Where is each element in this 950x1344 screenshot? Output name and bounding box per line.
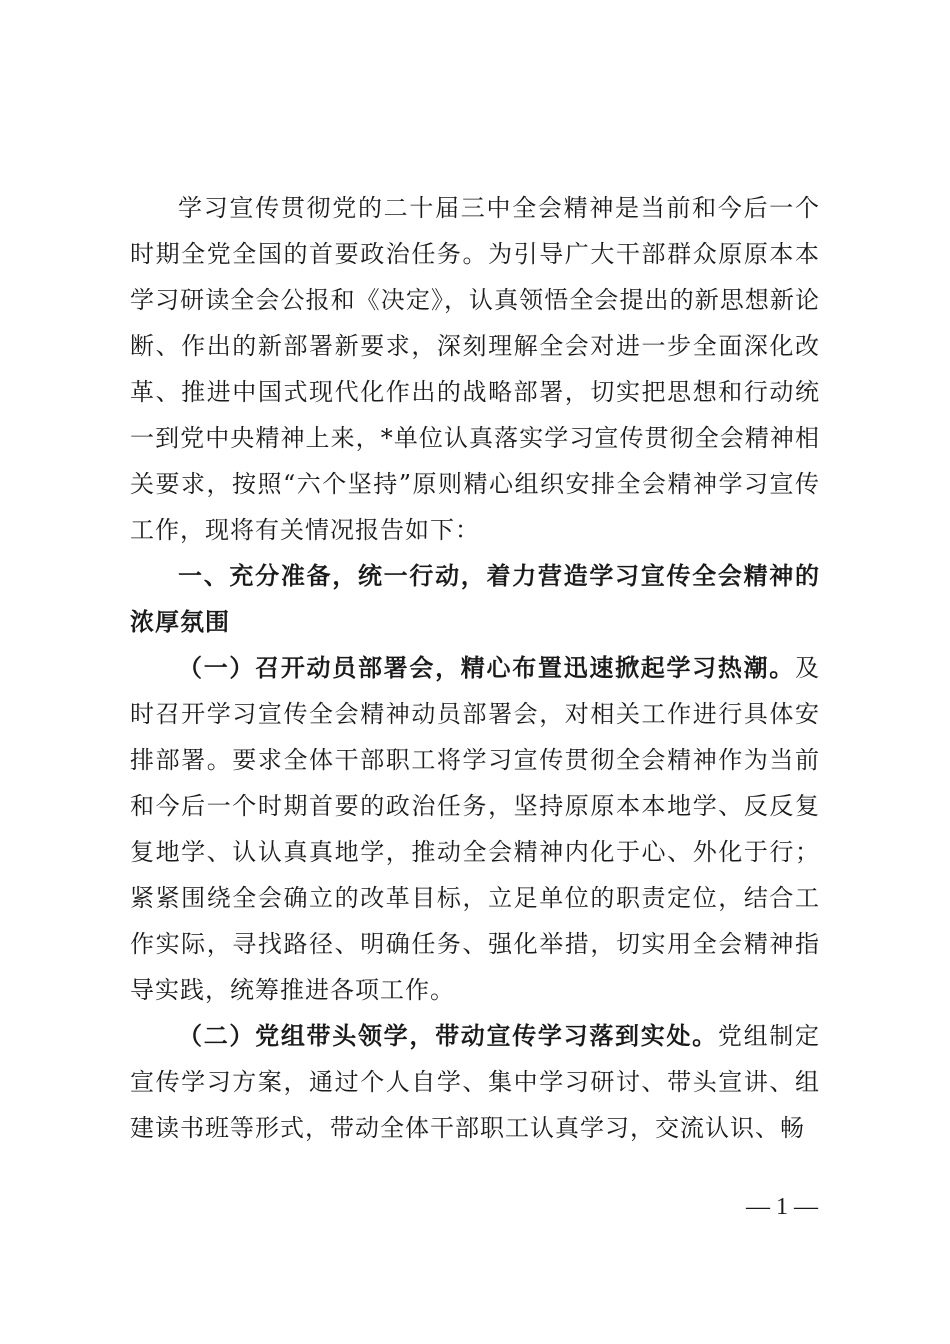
intro-paragraph: 学习宣传贯彻党的二十届三中全会精神是当前和今后一个时期全党全国的首要政治任务。为引导广大干部群众原原本本学习研读全会公报和《决定》，认真领悟全会提出的新思想新论断、作出的新部署新要求，深刻理解全会对进一步全面深化改革、推进中国式现代化作出的战略部署，切实把思想和行动统一到党中央精神上来，*单位认真落实学习宣传贯彻全会精神相关要求，按照“六个坚持”原则精心组织安排全会精神学习宣传工作，现将有关情况报告如下：	[130, 194, 820, 544]
item-1-title: （一）召开动员部署会，精心布置迅速掀起学习热潮。	[178, 653, 795, 682]
item-1-paragraph	[130, 645, 820, 1013]
item-2-title: （二）党组带头领学，带动宣传学习落到实处。	[178, 1021, 718, 1050]
item-2-body: 党组制定宣传学习方案，通过个人自学、集中学习研讨、带头宣讲、组建读书班等形式，带动全体干部职工认真学习，交流认识、畅	[130, 1022, 820, 1142]
section-heading-1: 一、充分准备，统一行动，着力营造学习宣传全会精神的浓厚氛围	[130, 562, 820, 636]
document-body	[130, 185, 820, 1151]
item-1-body: 及时召开学习宣传全会精神动员部署会，对相关工作进行具体安排部署。要求全体干部职工将学习宣传贯彻全会精神作为当前和今后一个时期首要的政治任务，坚持原原本本地学、反反复复地学、认认真真地学，推动全会精神内化于心、外化于行；紧紧围绕全会确立的改革目标，立足单位的职责定位，结合工作实际，寻找路径、明确任务、强化举措，切实用全会精神指导实践，统筹推进各项工作。	[130, 654, 820, 1004]
item-2-paragraph	[130, 1013, 820, 1151]
page-number: — 1 —	[746, 1194, 818, 1220]
